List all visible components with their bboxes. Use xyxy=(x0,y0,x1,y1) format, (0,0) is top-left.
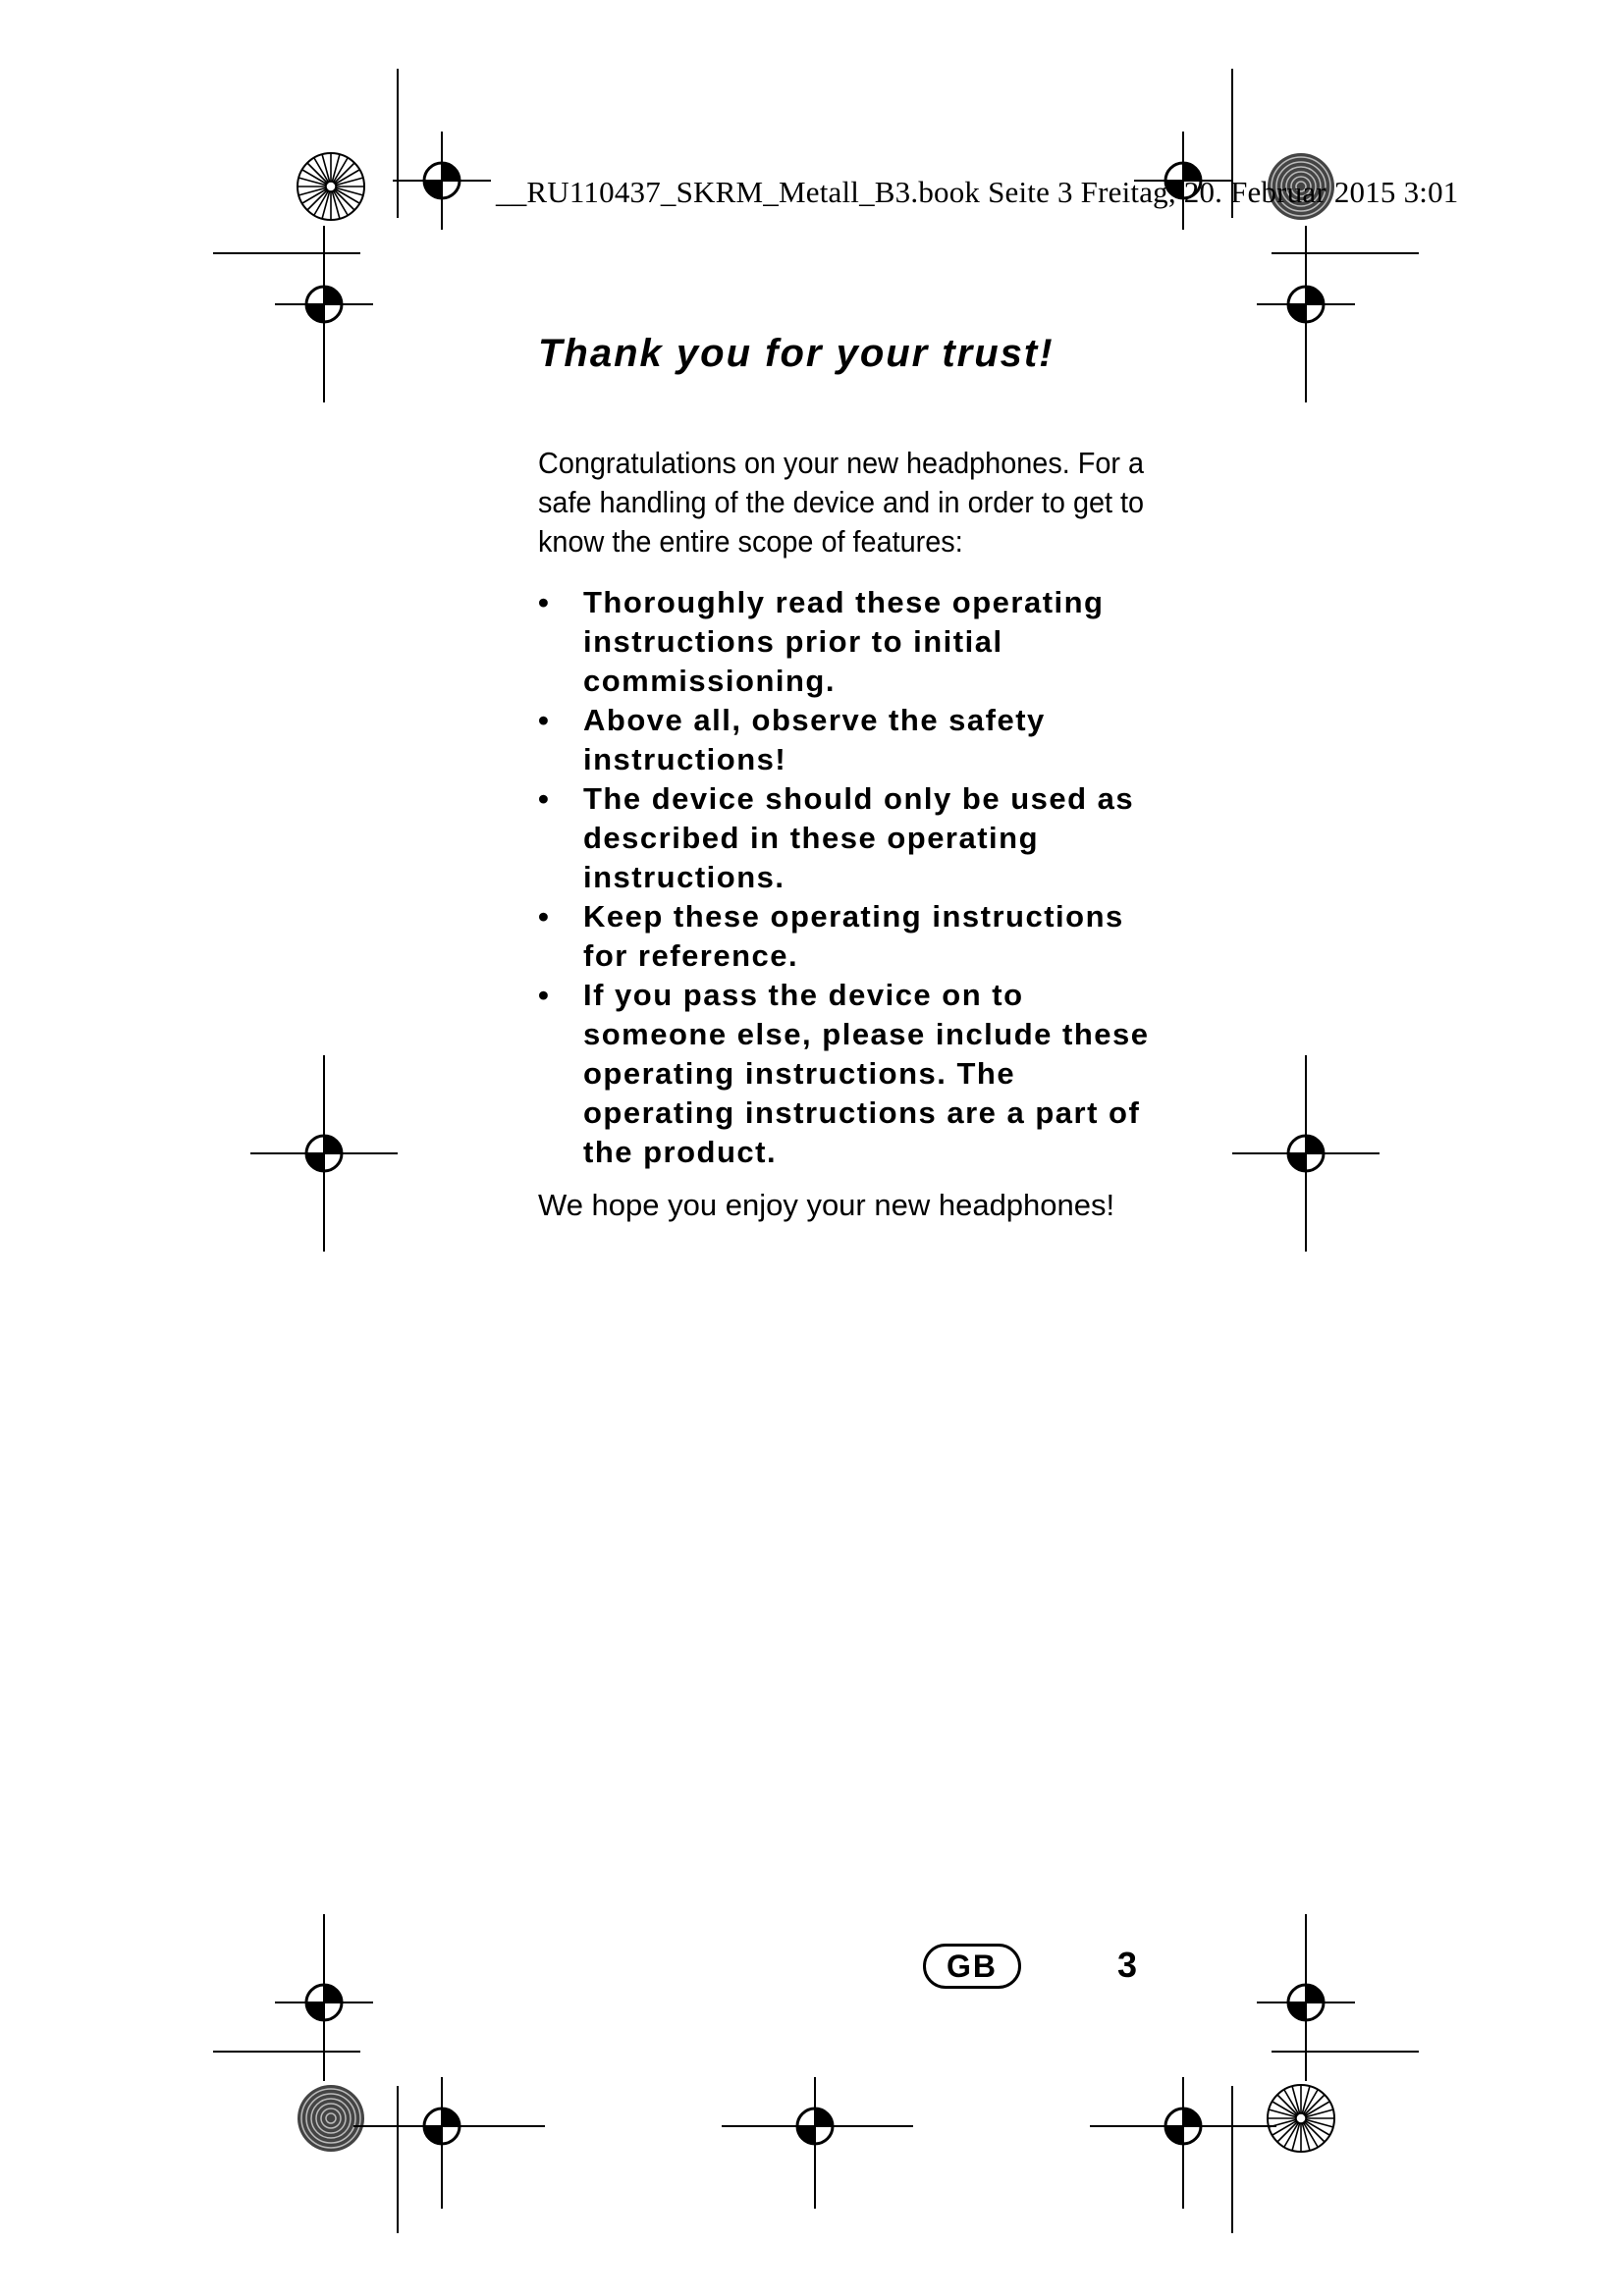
page-footer xyxy=(923,1942,1159,2001)
bullet-icon: • xyxy=(538,585,551,619)
country-code-badge: GB xyxy=(923,1944,1021,1989)
list-item: • Thoroughly read these operating instructions prior to initial commissioning. xyxy=(538,585,1105,698)
bullet-icon: • xyxy=(538,781,551,816)
bullet-icon: • xyxy=(538,978,551,1012)
intro-paragraph: Congratulations on your new headphones. For a safe handling of the device and in order to get to know the entire scope of features: xyxy=(538,446,1145,559)
color-target-icon xyxy=(298,2085,364,2152)
instruction-list xyxy=(538,583,1166,1172)
color-target-icon xyxy=(298,153,364,220)
bullet-icon: • xyxy=(538,899,551,934)
bullet-icon: • xyxy=(538,703,551,737)
main-content xyxy=(538,324,1166,1225)
list-item: • Above all, observe the safety instructions! xyxy=(538,703,1046,776)
list-item: • Keep these operating instructions for reference. xyxy=(538,899,1124,973)
top-trim-lines xyxy=(213,69,1419,253)
page-number: 3 xyxy=(1117,1945,1138,1985)
print-slug-line: __RU110437_SKRM_Metall_B3.book Seite 3 Freitag, 20. Februar 2015 3:01 xyxy=(496,175,1459,209)
list-item: • If you pass the device on to someone else, please include these operating instructions. The operating instructions are a part of the product. xyxy=(538,978,1150,1169)
page-title: Thank you for your trust! xyxy=(538,332,1055,375)
color-target-icon xyxy=(1268,2085,1334,2152)
closing-paragraph: We hope you enjoy your new headphones! xyxy=(538,1188,1115,1222)
list-item: • The device should only be used as described in these operating instructions. xyxy=(538,781,1135,894)
registration-mark-icon xyxy=(393,132,491,230)
